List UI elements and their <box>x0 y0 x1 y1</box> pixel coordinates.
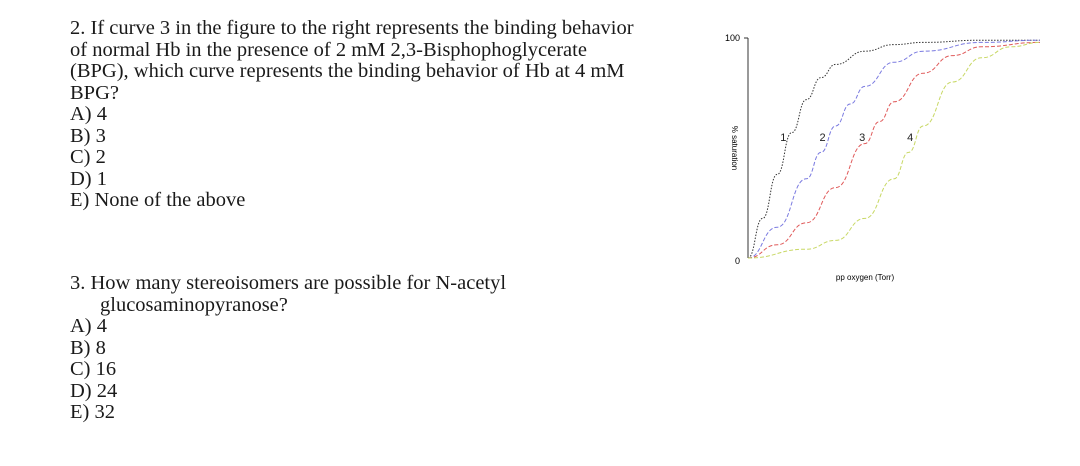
question-3-option-e: E) 32 <box>70 401 115 423</box>
question-3-option-a: A) 4 <box>70 315 108 337</box>
question-2-stem-line: (BPG), which curve represents the binding behavior of Hb at 4 mM <box>70 60 625 82</box>
oxygen-binding-figure <box>700 18 1060 298</box>
curve-label-4: 4 <box>907 132 914 144</box>
question-3 <box>70 273 710 424</box>
y-tick-label-0: 0 <box>734 256 740 266</box>
question-2-stem-line: 2. If curve 3 in the figure to the right represents the binding behavior <box>70 17 634 39</box>
curve-2 <box>748 40 1040 258</box>
question-2 <box>70 18 710 212</box>
binding-curve-chart <box>700 18 1060 298</box>
question-3-stem-line: glucosaminopyranose? <box>100 293 288 316</box>
question-3-option-c: C) 16 <box>70 358 117 380</box>
curve-label-3: 3 <box>859 132 866 144</box>
question-3-option-d: D) 24 <box>70 379 118 402</box>
curve-1 <box>748 40 1040 258</box>
curve-4 <box>748 42 1040 258</box>
curve-label-1: 1 <box>780 132 787 144</box>
question-2-stem-line: of normal Hb in the presence of 2 mM 2,3-Bisphophoglycerate <box>70 38 587 61</box>
question-3-option-b: B) 8 <box>70 336 106 359</box>
question-2-option-d: D) 1 <box>70 167 108 190</box>
curve-3 <box>748 42 1040 258</box>
question-2-option-c: C) 2 <box>70 146 106 168</box>
question-2-stem-line: BPG? <box>70 81 119 104</box>
question-2-option-a: A) 4 <box>70 103 108 125</box>
question-2-option-b: B) 3 <box>70 124 106 147</box>
y-axis-label: % saturation <box>730 125 739 171</box>
question-2-option-e: E) None of the above <box>70 189 246 211</box>
question-3-stem-line: 3. How many stereoisomers are possible for N-acetyl <box>70 272 507 294</box>
curve-label-2: 2 <box>819 132 826 144</box>
y-tick-label-100: 100 <box>724 33 740 43</box>
x-axis-label: pp oxygen (Torr) <box>835 273 895 282</box>
